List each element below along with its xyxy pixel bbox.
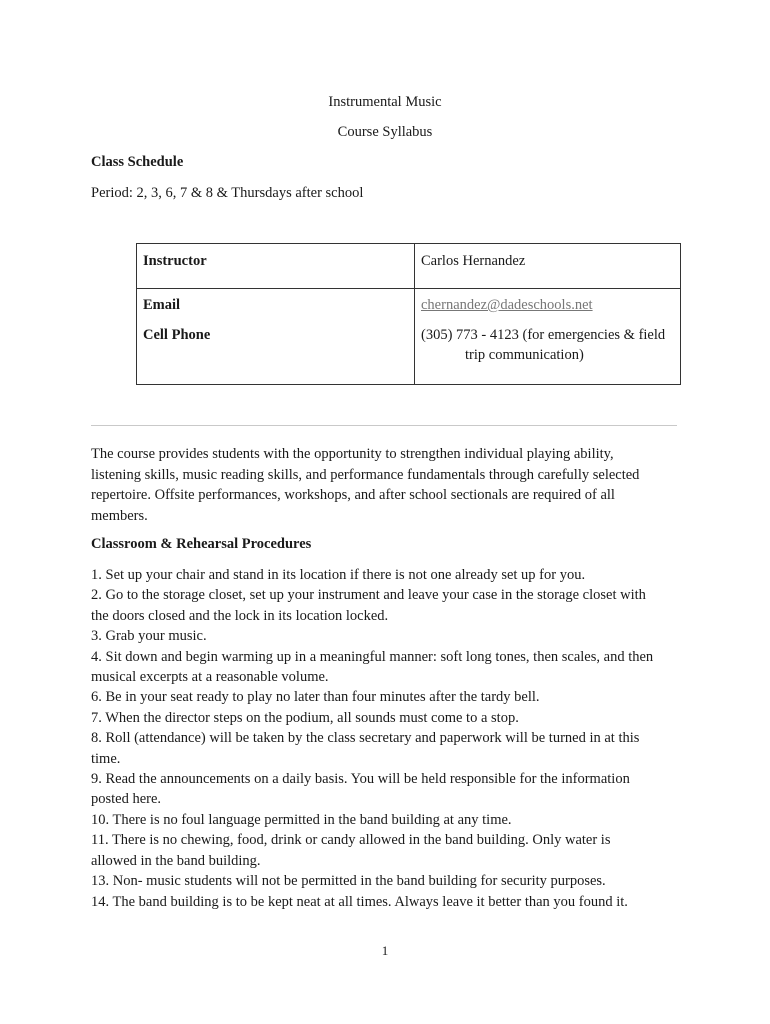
list-item: 13. Non- music students will not be permitted in the band building for security purposes. <box>91 873 606 890</box>
course-description <box>91 444 691 526</box>
list-item: allowed in the band building. <box>91 852 261 869</box>
list-item: time. <box>91 750 121 767</box>
list-item: musical excerpts at a reasonable volume. <box>91 669 329 686</box>
instructor-label-cell <box>137 244 415 289</box>
horizontal-divider <box>91 425 677 426</box>
cell-phone-note: trip communication) <box>465 347 584 363</box>
list-item: the doors closed and the lock in its location locked. <box>91 607 389 624</box>
list-item: 6. Be in your seat ready to play no later than four minutes after the tardy bell. <box>91 689 540 706</box>
instructor-label: Instructor <box>143 253 207 269</box>
table-row <box>137 244 681 289</box>
list-item: 4. Sit down and begin warming up in a meaningful manner: soft long tones, then scales, and then <box>91 648 654 665</box>
cell-phone-label: Cell Phone <box>143 327 211 343</box>
document-subtitle: Course Syllabus <box>337 124 433 140</box>
class-schedule-period: Period: 2, 3, 6, 7 & 8 & Thursdays after school <box>91 185 364 201</box>
list-item: posted here. <box>91 791 162 808</box>
list-item: 8. Roll (attendance) will be taken by the class secretary and paperwork will be turned in at this <box>91 730 640 747</box>
list-item: 3. Grab your music. <box>91 628 207 645</box>
description-line: members. <box>91 507 148 524</box>
description-line: The course provides students with the opportunity to strengthen individual playing ability, <box>91 446 614 462</box>
class-schedule-heading: Class Schedule <box>91 154 184 170</box>
contact-label-cell <box>137 289 415 385</box>
table-row <box>137 289 681 385</box>
instructor-value-cell <box>415 244 681 289</box>
contact-value-cell <box>415 289 681 385</box>
procedures-list <box>91 565 691 912</box>
list-item: 10. There is no foul language permitted in the band building at any time. <box>91 811 512 828</box>
list-item: 11. There is no chewing, food, drink or candy allowed in the band building. Only water is <box>91 832 611 849</box>
description-line: listening skills, music reading skills, and performance fundamentals through carefully selected <box>91 466 640 483</box>
email-link[interactable]: chernandez@dadeschools.net <box>421 297 593 313</box>
list-item: 14. The band building is to be kept neat at all times. Always leave it better than you found it. <box>91 893 628 910</box>
procedures-heading: Classroom & Rehearsal Procedures <box>91 536 312 552</box>
document-title: Instrumental Music <box>328 94 442 110</box>
instructor-info-table <box>136 243 681 385</box>
email-label: Email <box>143 297 181 313</box>
list-item: 1. Set up your chair and stand in its location if there is not one already set up for you. <box>91 567 586 583</box>
cell-phone-value: (305) 773 - 4123 (for emergencies & field <box>421 327 666 343</box>
instructor-name: Carlos Hernandez <box>421 253 526 269</box>
page-number: 1 <box>381 943 389 958</box>
list-item: 2. Go to the storage closet, set up your instrument and leave your case in the storage closet with <box>91 587 646 604</box>
list-item: 9. Read the announcements on a daily basis. You will be held responsible for the information <box>91 771 630 788</box>
list-item: 7. When the director steps on the podium, all sounds must come to a stop. <box>91 709 519 726</box>
description-line: repertoire. Offsite performances, workshops, and after school sectionals are required of all <box>91 487 615 503</box>
